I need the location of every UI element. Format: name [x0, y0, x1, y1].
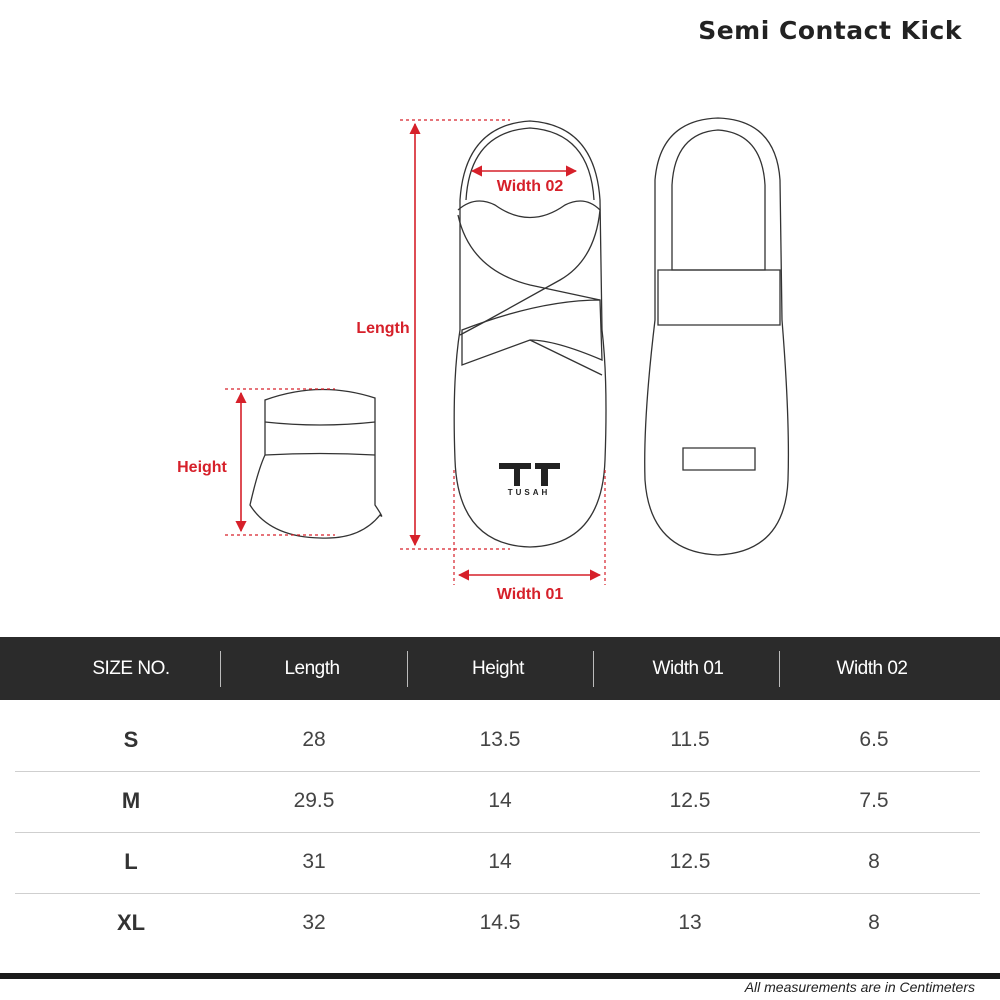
- length-cell: 29.5: [293, 789, 335, 812]
- width02-label: Width 02: [496, 178, 564, 195]
- length-label: Length: [356, 320, 410, 337]
- width02-cell: 6.5: [859, 728, 889, 751]
- width02-cell: 7.5: [859, 789, 889, 812]
- length-cell: 28: [302, 728, 326, 751]
- length-cell: 32: [302, 911, 326, 934]
- measurement-note: All measurements are in Centimeters: [744, 979, 975, 995]
- width01-cell: 12.5: [669, 789, 711, 812]
- width01-cell: 12.5: [669, 850, 711, 873]
- width01-label: Width 01: [496, 586, 564, 603]
- sole-view-drawing: [645, 118, 789, 555]
- width01-cell: 11.5: [670, 728, 710, 751]
- height-cell: 14: [488, 850, 512, 873]
- row-divider: [15, 832, 980, 833]
- size-cell: M: [121, 788, 141, 813]
- height-label: Height: [177, 459, 227, 476]
- header-divider: [779, 651, 780, 687]
- row-divider: [15, 771, 980, 772]
- header-width01: Width 01: [652, 658, 724, 679]
- size-cell: L: [124, 849, 138, 874]
- header-height: Height: [472, 658, 524, 679]
- header-divider: [220, 651, 221, 687]
- height-cell: 13.5: [479, 728, 521, 751]
- header-divider: [407, 651, 408, 687]
- header-divider: [593, 651, 594, 687]
- size-cell: S: [123, 727, 139, 752]
- size-cell: XL: [116, 910, 146, 935]
- height-cell: 14: [488, 789, 512, 812]
- header-width02: Width 02: [836, 658, 908, 679]
- length-cell: 31: [302, 850, 326, 873]
- header-length: Length: [284, 658, 340, 679]
- logo-text: TUSAH: [507, 488, 551, 497]
- width02-cell: 8: [868, 850, 880, 873]
- side-view-drawing: [250, 389, 382, 538]
- tusah-logo-icon: [499, 463, 560, 486]
- row-divider: [15, 893, 980, 894]
- width02-cell: 8: [868, 911, 880, 934]
- height-cell: 14.5: [479, 911, 521, 934]
- page-title: Semi Contact Kick: [698, 16, 962, 45]
- width01-cell: 13: [678, 911, 702, 934]
- header-size: SIZE NO.: [92, 658, 170, 679]
- size-table-header: [0, 637, 1000, 700]
